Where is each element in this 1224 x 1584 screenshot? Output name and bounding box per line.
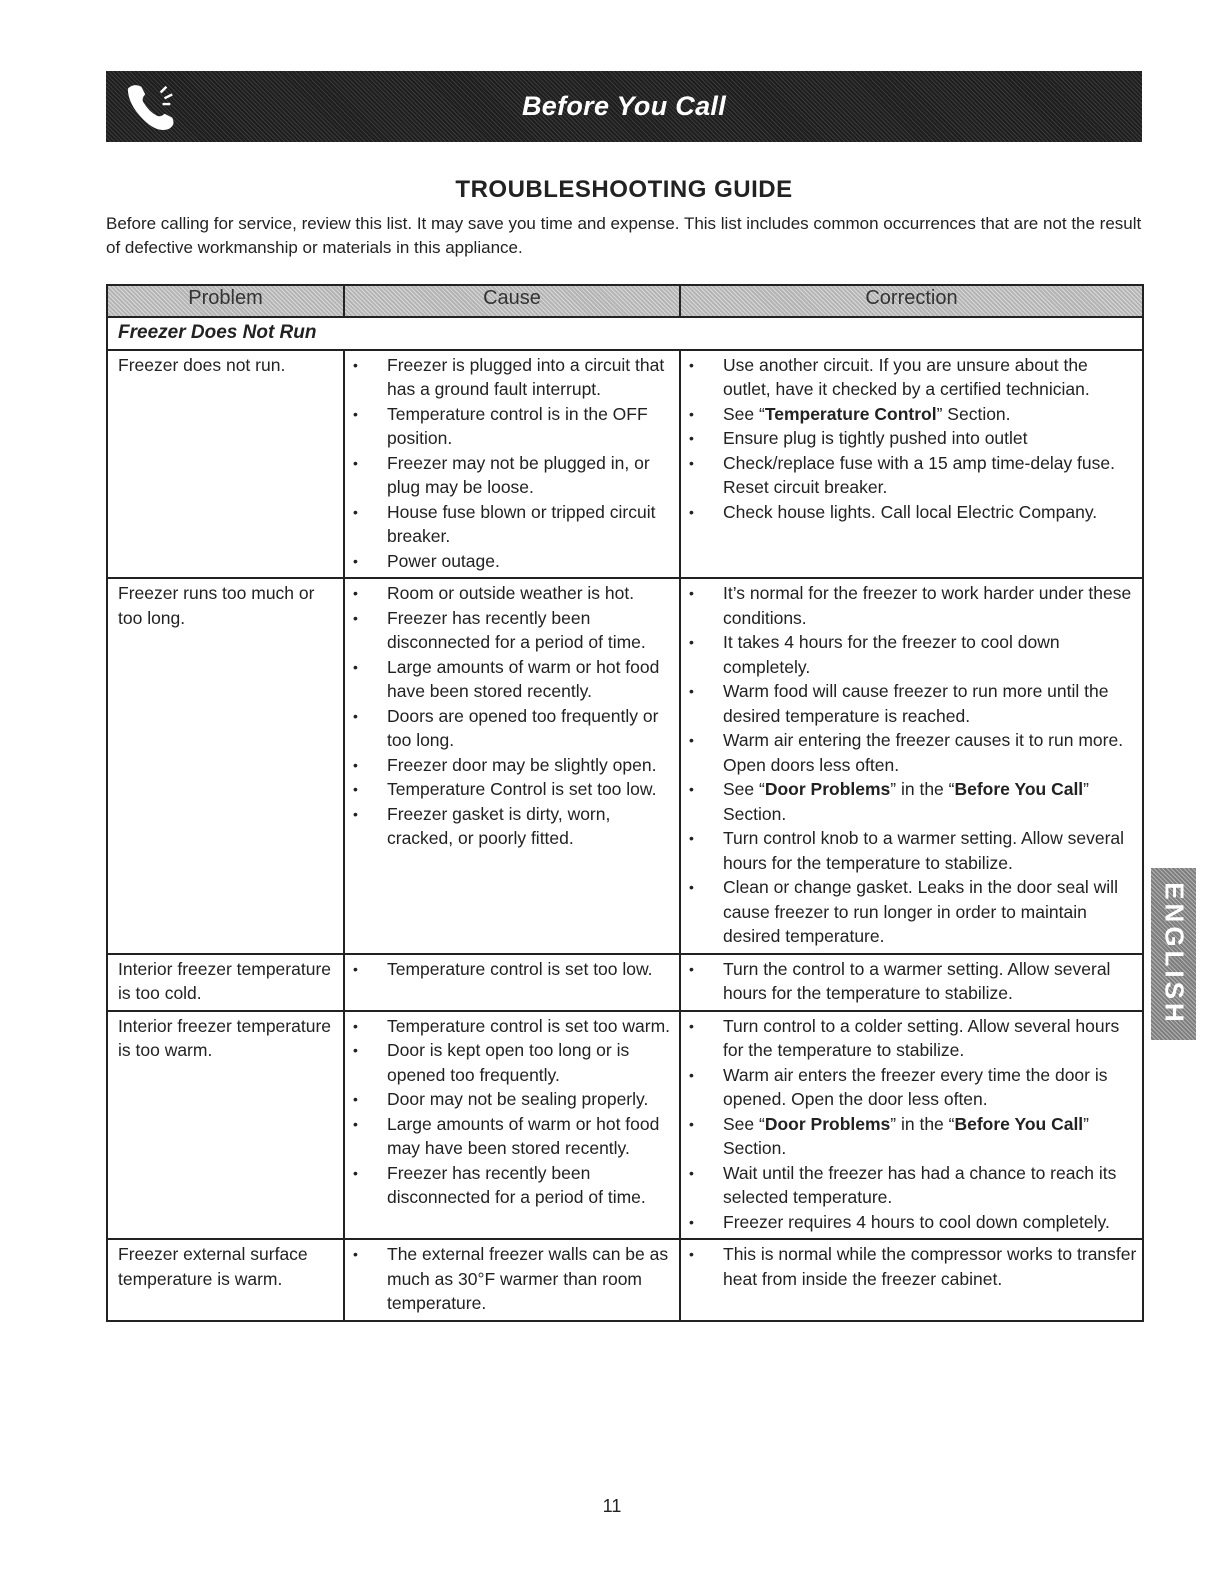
cause-item: • Freezer door may be slightly open.: [349, 753, 675, 778]
correction-item: • This is normal while the compressor works to transfer heat from inside the freezer cabinet.: [685, 1242, 1138, 1291]
correction-cell: [680, 954, 1143, 1011]
correction-item: • It takes 4 hours for the freezer to cool down completely.: [685, 630, 1138, 679]
correction-item: • Warm air entering the freezer causes it to run more. Open doors less often.: [685, 728, 1138, 777]
problem-cell: Freezer external surface temperature is warm.: [107, 1239, 344, 1321]
section-title: Freezer Does Not Run: [107, 317, 1143, 350]
banner-title: Before You Call: [521, 91, 727, 121]
correction-item: • Warm food will cause freezer to run more until the desired temperature is reached.: [685, 679, 1138, 728]
cause-item: • Door may not be sealing properly.: [349, 1087, 675, 1112]
correction-cell: [680, 1239, 1143, 1321]
correction-item: • See “Door Problems” in the “Before You Call” Section.: [685, 1112, 1138, 1161]
cause-cell: [344, 1011, 680, 1240]
cause-list: [349, 1014, 675, 1210]
correction-item: • Check/replace fuse with a 15 amp time-delay fuse. Reset circuit breaker.: [685, 451, 1138, 500]
table-row: [107, 954, 1143, 1011]
correction-item: • Clean or change gasket. Leaks in the door seal will cause freezer to run longer in order to maintain desired temperature.: [685, 875, 1138, 949]
cause-item: • Temperature control is set too warm.: [349, 1014, 675, 1039]
before-you-call-banner: [106, 71, 1142, 142]
problem-cell: Freezer does not run.: [107, 350, 344, 579]
correction-item: • See “Temperature Control” Section.: [685, 402, 1138, 427]
page-title: TROUBLESHOOTING GUIDE: [455, 176, 793, 203]
correction-item: • It’s normal for the freezer to work harder under these conditions.: [685, 581, 1138, 630]
cause-cell: [344, 954, 680, 1011]
cause-item: • Door is kept open too long or is opened too frequently.: [349, 1038, 675, 1087]
correction-cell: [680, 1011, 1143, 1240]
cause-item: • Large amounts of warm or hot food may have been stored recently.: [349, 1112, 675, 1161]
problem-cell: Interior freezer temperature is too cold.: [107, 954, 344, 1011]
cause-list: [349, 581, 675, 851]
cause-item: • The external freezer walls can be as much as 30°F warmer than room temperature.: [349, 1242, 675, 1316]
column-header-correction: Correction: [680, 285, 1143, 317]
correction-item: • Use another circuit. If you are unsure about the outlet, have it checked by a certified technician.: [685, 353, 1138, 402]
table-row: [107, 578, 1143, 954]
language-tab: [1151, 868, 1196, 1040]
column-header-cause: Cause: [344, 285, 680, 317]
correction-cell: [680, 578, 1143, 954]
table-row: [107, 1239, 1143, 1321]
cause-item: • Large amounts of warm or hot food have been stored recently.: [349, 655, 675, 704]
table-row: [107, 1011, 1143, 1240]
correction-list: [685, 581, 1138, 949]
cause-item: • Freezer gasket is dirty, worn, cracked, or poorly fitted.: [349, 802, 675, 851]
correction-item: • See “Door Problems” in the “Before You Call” Section.: [685, 777, 1138, 826]
cause-list: [349, 957, 675, 982]
troubleshooting-table: [106, 284, 1144, 1322]
correction-item: • Turn the control to a warmer setting. Allow several hours for the temperature to stabilize.: [685, 957, 1138, 1006]
correction-item: • Check house lights. Call local Electric Company.: [685, 500, 1138, 525]
correction-item: • Warm air enters the freezer every time the door is opened. Open the door less often.: [685, 1063, 1138, 1112]
intro-text: Before calling for service, review this list. It may save you time and expense. This list includes common occurrences that are not the result of defective workmanship or materials in this appliance.: [106, 214, 1142, 257]
cause-item: • Temperature Control is set too low.: [349, 777, 675, 802]
cause-item: • Freezer has recently been disconnected for a period of time.: [349, 1161, 675, 1210]
cause-item: • Temperature control is set too low.: [349, 957, 675, 982]
correction-list: [685, 957, 1138, 1006]
correction-item: • Ensure plug is tightly pushed into outlet: [685, 426, 1138, 451]
cause-item: • Power outage.: [349, 549, 675, 574]
problem-cell: Freezer runs too much or too long.: [107, 578, 344, 954]
cause-item: • Temperature control is in the OFF position.: [349, 402, 675, 451]
cause-item: • House fuse blown or tripped circuit breaker.: [349, 500, 675, 549]
cause-item: • Doors are opened too frequently or too long.: [349, 704, 675, 753]
correction-item: • Turn control to a colder setting. Allow several hours for the temperature to stabilize.: [685, 1014, 1138, 1063]
table-row: [107, 350, 1143, 579]
cause-item: • Freezer has recently been disconnected for a period of time.: [349, 606, 675, 655]
correction-list: [685, 1242, 1138, 1291]
correction-item: • Freezer requires 4 hours to cool down completely.: [685, 1210, 1138, 1235]
page-number: 11: [602, 1496, 622, 1516]
language-tab-label: ENGLISH: [1159, 882, 1189, 1026]
cause-item: • Freezer is plugged into a circuit that has a ground fault interrupt.: [349, 353, 675, 402]
cause-list: [349, 353, 675, 574]
correction-cell: [680, 350, 1143, 579]
correction-item: • Turn control knob to a warmer setting. Allow several hours for the temperature to stabilize.: [685, 826, 1138, 875]
correction-list: [685, 1014, 1138, 1235]
problem-cell: Interior freezer temperature is too warm.: [107, 1011, 344, 1240]
cause-cell: [344, 1239, 680, 1321]
cause-cell: [344, 578, 680, 954]
cause-item: • Freezer may not be plugged in, or plug may be loose.: [349, 451, 675, 500]
cause-list: [349, 1242, 675, 1316]
column-header-problem: Problem: [107, 285, 344, 317]
cause-item: • Room or outside weather is hot.: [349, 581, 675, 606]
correction-list: [685, 353, 1138, 525]
cause-cell: [344, 350, 680, 579]
correction-item: • Wait until the freezer has had a chance to reach its selected temperature.: [685, 1161, 1138, 1210]
